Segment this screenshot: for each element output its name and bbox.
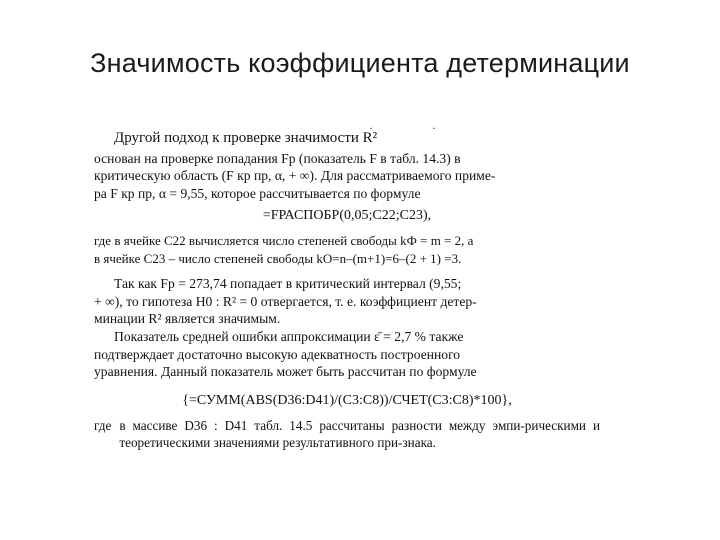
- paragraph-3-line-2: + ∞), то гипотеза H0 : R² = 0 отвергается, т. е. коэффициент детер-: [94, 293, 477, 309]
- paragraph-3-line-1: Так как Fр = 273,74 попадает в критический интервал (9,55;: [114, 276, 462, 292]
- scanned-page: [94, 122, 600, 522]
- scan-dots: · ·: [369, 121, 464, 135]
- where-note: [94, 418, 600, 450]
- paragraph-2-line-1: где в ячейке C22 вычисляется число степеней свободы kФ = m = 2, а: [94, 232, 474, 248]
- paragraph-4-line-1: Показатель средней ошибки аппроксимации ε̄ = 2,7 % также: [114, 328, 464, 344]
- paragraph-1-line-3: ра F кр пр, α = 9,55, которое рассчитывается по формуле: [94, 185, 421, 201]
- paragraph-1-line-1: основан на проверке попадания Fр (показатель F в табл. 14.3) в: [94, 150, 461, 166]
- paragraph-1-heading: Другой подход к проверке значимости R²: [114, 130, 378, 146]
- paragraph-2-line-2: в ячейке C23 – число степеней свободы kО=n–(m+1)=6–(2 + 1) =3.: [94, 250, 462, 266]
- where-text: в массиве D36 : D41 табл. 14.5 рассчитаны разности между эмпи-рическими и теоретическими значениями результативного при-знака.: [119, 418, 600, 450]
- formula-frasp: =FРАСПОБР(0,05;C22;C23),: [262, 208, 432, 224]
- paragraph-4-line-3: уравнения. Данный показатель может быть рассчитан по формуле: [94, 364, 477, 380]
- paragraph-4-line-2: подтверждает достаточно высокую адекватность построенного: [94, 346, 461, 362]
- slide-title: Значимость коэффициента детерминации: [90, 48, 630, 78]
- where-word: где: [94, 418, 112, 434]
- paragraph-1-line-2: критическую область (F кр пр, α, + ∞). Для рассматриваемого приме-: [94, 168, 496, 184]
- formula-summ: {=СУММ(ABS(D36:D41)/(C3:C8))/СЧЕТ(C3:C8)*100},: [182, 392, 512, 408]
- paragraph-3-line-3: минации R² является значимым.: [94, 311, 281, 327]
